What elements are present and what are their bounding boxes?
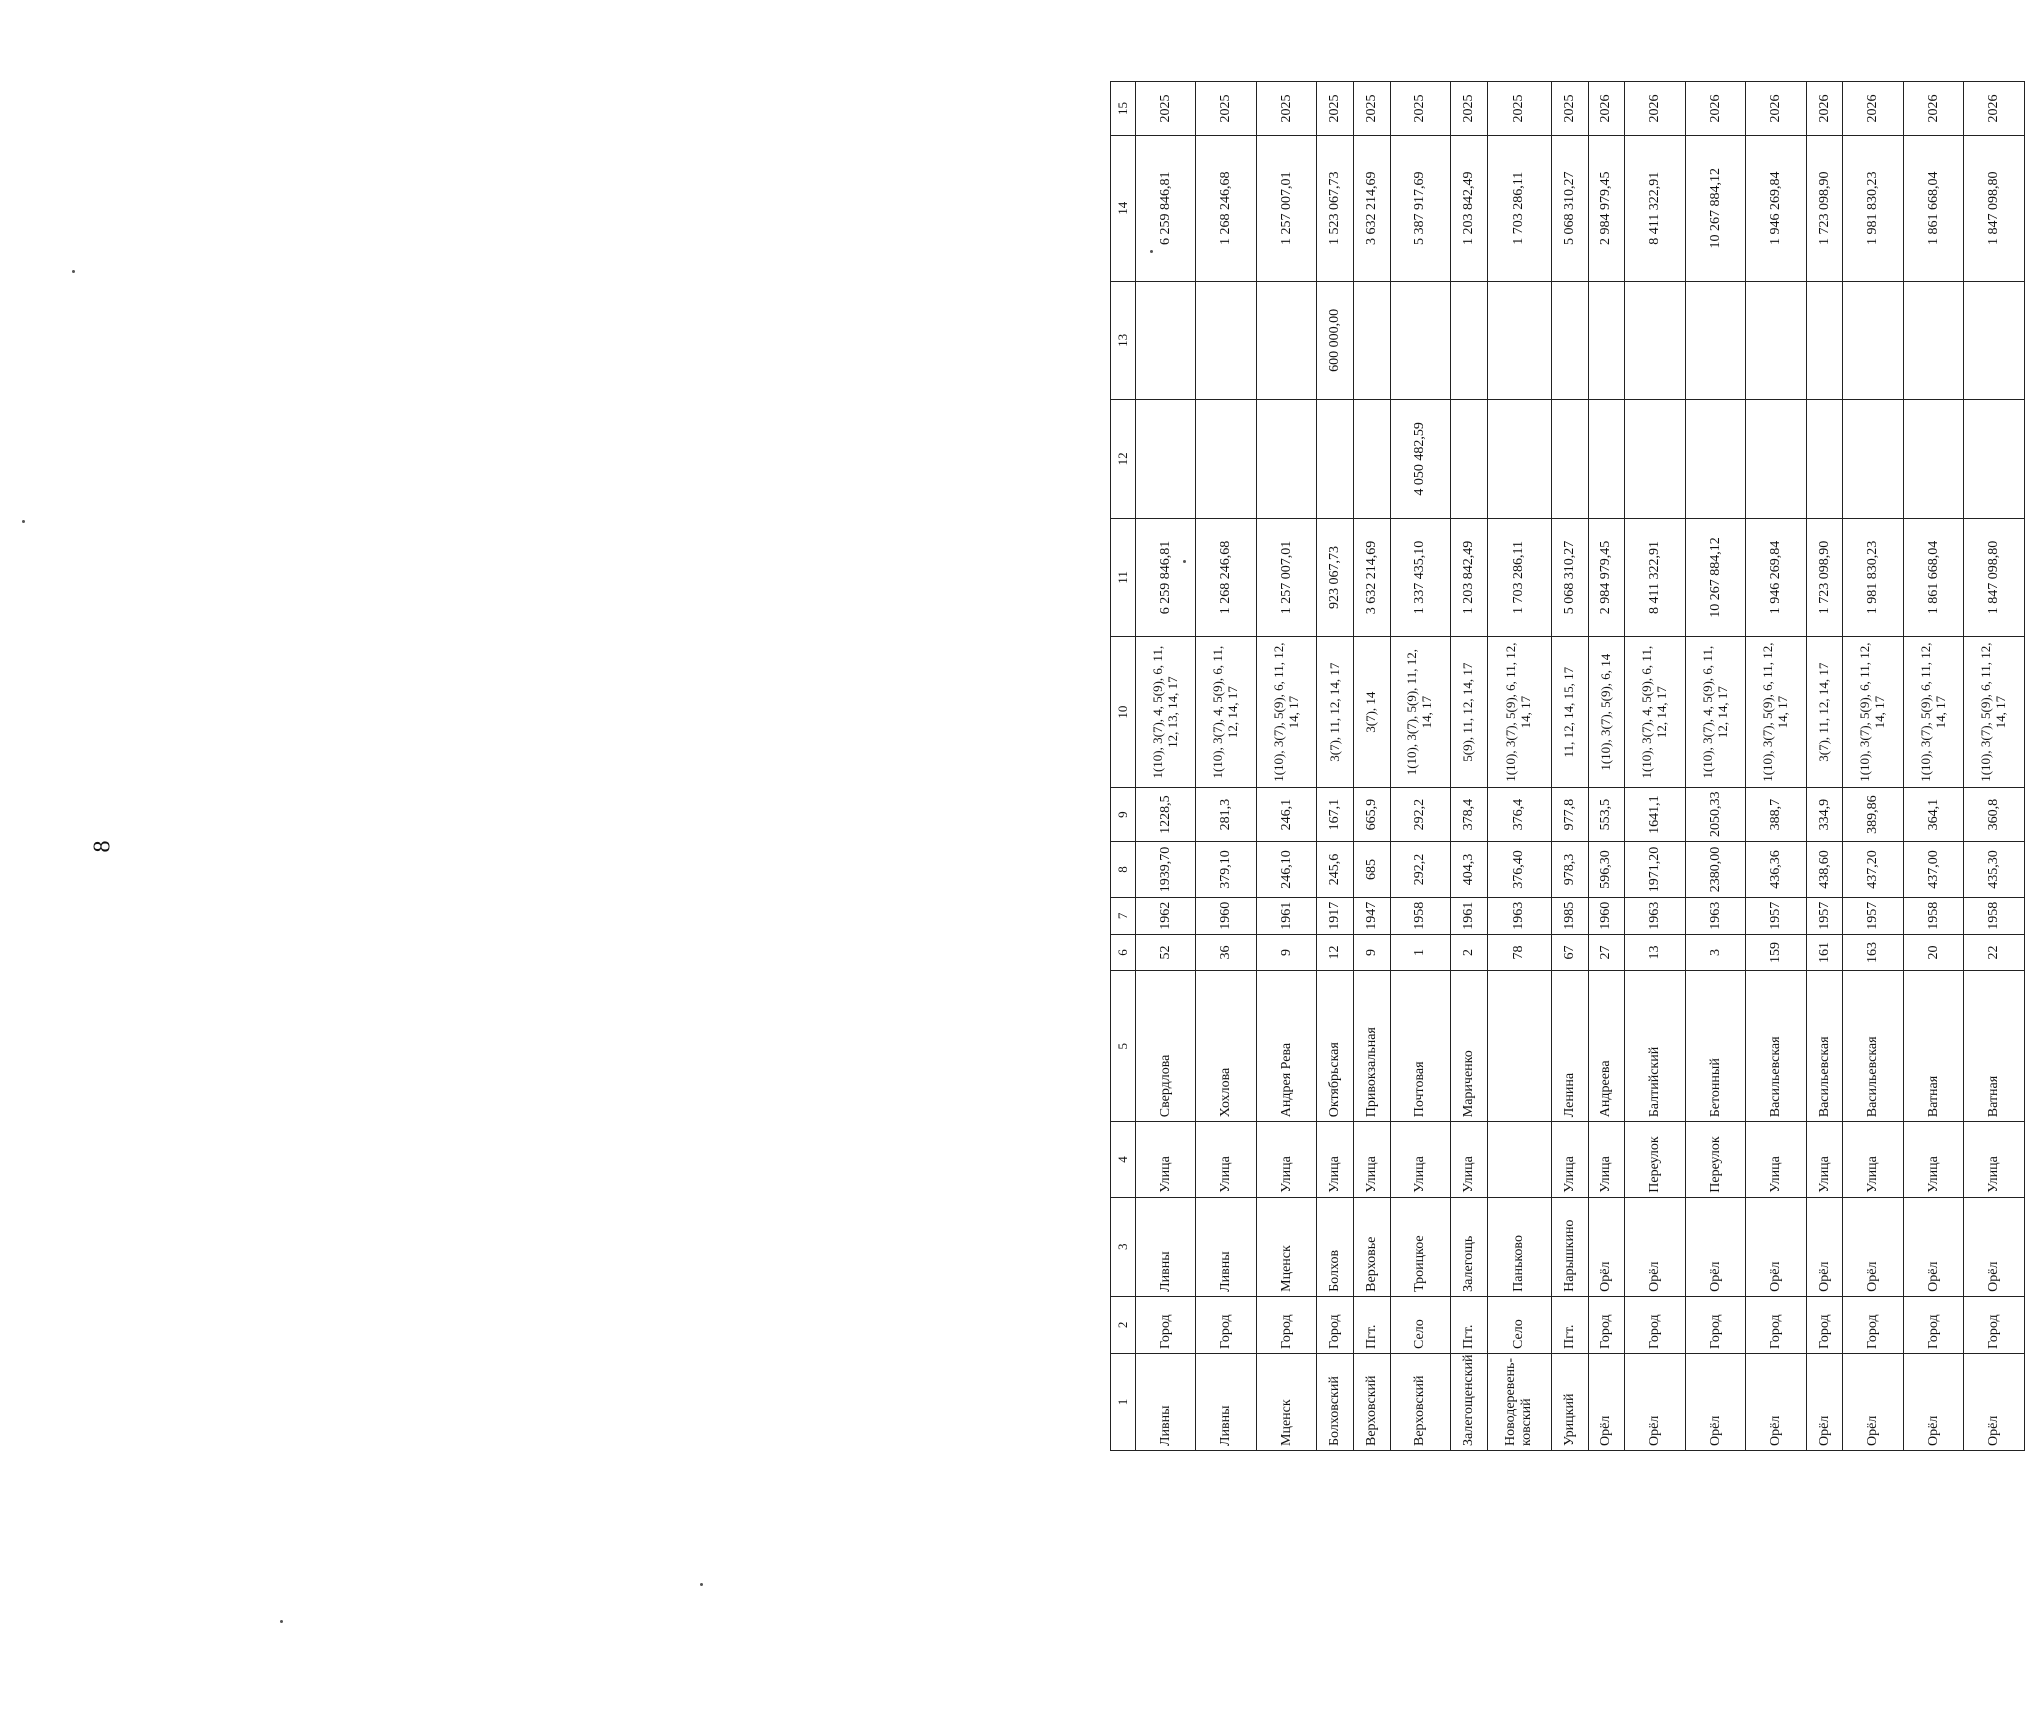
table-cell-col-14: 1 861 668,04 — [1903, 136, 1963, 282]
table-cell-col-1: Ливны — [1136, 1353, 1196, 1450]
table-row — [1136, 82, 1196, 1451]
table-cell-col-7: 1960 — [1196, 898, 1256, 935]
header-row — [1111, 82, 1136, 1451]
table-cell-col-4: Улица — [1843, 1122, 1903, 1197]
table-cell-col-9: 167,1 — [1317, 788, 1354, 842]
table-cell-col-12 — [1964, 400, 2025, 519]
table-cell-col-3: Залегощь — [1451, 1197, 1488, 1296]
table-cell-col-5: Ватная — [1964, 971, 2025, 1122]
table-row — [1746, 82, 1806, 1451]
table-cell-col-4: Улица — [1588, 1122, 1625, 1197]
table-cell-col-2: Пгт. — [1451, 1296, 1488, 1353]
table-cell-col-14: 1 847 098,80 — [1964, 136, 2025, 282]
table-cell-col-5: Ватная — [1903, 971, 1963, 1122]
table-cell-col-1: Новодеревень-ковский — [1487, 1353, 1552, 1450]
table-cell-col-11: 1 257 007,01 — [1256, 518, 1316, 637]
table-cell-col-6: 27 — [1588, 934, 1625, 971]
table-cell-col-2: Город — [1903, 1296, 1963, 1353]
column-header: 9 — [1111, 788, 1136, 842]
table-cell-col-7: 1963 — [1487, 898, 1552, 935]
table-cell-col-10: 3(7), 14 — [1354, 637, 1391, 788]
table-cell-col-7: 1957 — [1746, 898, 1806, 935]
column-header: 8 — [1111, 842, 1136, 898]
table-cell-col-7: 1962 — [1136, 898, 1196, 935]
table-cell-col-1: Орёл — [1806, 1353, 1843, 1450]
table-cell-col-6: 22 — [1964, 934, 2025, 971]
table-cell-col-10: 11, 12, 14, 15, 17 — [1552, 637, 1589, 788]
scan-speck — [22, 520, 25, 523]
table-row — [1196, 82, 1256, 1451]
table-cell-col-14: 8 411 322,91 — [1625, 136, 1685, 282]
table-cell-col-15: 2025 — [1487, 82, 1552, 136]
table-cell-col-1: Орёл — [1964, 1353, 2025, 1450]
table-row — [1903, 82, 1963, 1451]
table-cell-col-4: Улица — [1390, 1122, 1450, 1197]
table-row — [1317, 82, 1354, 1451]
table-cell-col-8: 437,00 — [1903, 842, 1963, 898]
table-cell-col-9: 665,9 — [1354, 788, 1391, 842]
table-cell-col-10: 1(10), 3(7), 5(9), 6, 11, 12, 14, 17 — [1964, 637, 2025, 788]
table-cell-col-6: 12 — [1317, 934, 1354, 971]
table-cell-col-11: 3 632 214,69 — [1354, 518, 1391, 637]
table-cell-col-7: 1963 — [1625, 898, 1685, 935]
table-cell-col-10: 3(7), 11, 12, 14, 17 — [1806, 637, 1843, 788]
table-cell-col-9: 389,86 — [1843, 788, 1903, 842]
table-cell-col-8: 376,40 — [1487, 842, 1552, 898]
table-cell-col-2: Село — [1390, 1296, 1450, 1353]
scan-speck — [1150, 250, 1153, 253]
table-cell-col-6: 20 — [1903, 934, 1963, 971]
table-cell-col-3: Ливны — [1196, 1197, 1256, 1296]
table-cell-col-14: 1 203 842,49 — [1451, 136, 1488, 282]
table-cell-col-6: 2 — [1451, 934, 1488, 971]
table-cell-col-12 — [1451, 400, 1488, 519]
table-cell-col-15: 2026 — [1903, 82, 1963, 136]
table-cell-col-1: Залегощенский — [1451, 1353, 1488, 1450]
table-cell-col-8: 379,10 — [1196, 842, 1256, 898]
table-cell-col-8: 2380,00 — [1685, 842, 1745, 898]
table-cell-col-7: 1961 — [1451, 898, 1488, 935]
table-cell-col-11: 8 411 322,91 — [1625, 518, 1685, 637]
table-cell-col-15: 2026 — [1806, 82, 1843, 136]
table-cell-col-5: Васильевская — [1843, 971, 1903, 1122]
table-cell-col-14: 2 984 979,45 — [1588, 136, 1625, 282]
table-cell-col-15: 2026 — [1843, 82, 1903, 136]
table-row — [1487, 82, 1552, 1451]
table-cell-col-3: Нарышкино — [1552, 1197, 1589, 1296]
table-cell-col-15: 2025 — [1390, 82, 1450, 136]
table-cell-col-10: 1(10), 3(7), 5(9), 6, 11, 12, 14, 17 — [1746, 637, 1806, 788]
table-cell-col-5: Андрея Рева — [1256, 971, 1316, 1122]
column-header: 11 — [1111, 518, 1136, 637]
table-cell-col-9: 281,3 — [1196, 788, 1256, 842]
table-cell-col-5: Балтийский — [1625, 971, 1685, 1122]
table-cell-col-3: Мценск — [1256, 1197, 1316, 1296]
table-cell-col-13 — [1964, 281, 2025, 400]
table-cell-col-13 — [1487, 281, 1552, 400]
page-number: 8 — [89, 840, 116, 853]
table-cell-col-14: 3 632 214,69 — [1354, 136, 1391, 282]
table-cell-col-5 — [1487, 971, 1552, 1122]
table-cell-col-11: 2 984 979,45 — [1588, 518, 1625, 637]
table-cell-col-9: 378,4 — [1451, 788, 1488, 842]
table-cell-col-2: Город — [1625, 1296, 1685, 1353]
table-cell-col-14: 1 523 067,73 — [1317, 136, 1354, 282]
table-cell-col-13 — [1806, 281, 1843, 400]
table-cell-col-9: 360,8 — [1964, 788, 2025, 842]
column-header: 7 — [1111, 898, 1136, 935]
table-cell-col-2: Город — [1196, 1296, 1256, 1353]
table-cell-col-1: Орёл — [1746, 1353, 1806, 1450]
table-cell-col-11: 6 259 846,81 — [1136, 518, 1196, 637]
table-cell-col-9: 1641,1 — [1625, 788, 1685, 842]
column-header: 10 — [1111, 637, 1136, 788]
table-cell-col-15: 2025 — [1552, 82, 1589, 136]
table-cell-col-6: 78 — [1487, 934, 1552, 971]
table-cell-col-3: Орёл — [1746, 1197, 1806, 1296]
table-cell-col-9: 334,9 — [1806, 788, 1843, 842]
table-cell-col-7: 1961 — [1256, 898, 1316, 935]
table-cell-col-12 — [1354, 400, 1391, 519]
table-cell-col-13 — [1256, 281, 1316, 400]
table-cell-col-4: Переулок — [1625, 1122, 1685, 1197]
table-cell-col-6: 52 — [1136, 934, 1196, 971]
table-cell-col-10: 1(10), 3(7), 5(9), 6, 14 — [1588, 637, 1625, 788]
table-cell-col-14: 1 946 269,84 — [1746, 136, 1806, 282]
table-cell-col-2: Город — [1685, 1296, 1745, 1353]
registry-table — [1110, 81, 2025, 1451]
table-cell-col-15: 2025 — [1451, 82, 1488, 136]
table-cell-col-15: 2025 — [1317, 82, 1354, 136]
table-cell-col-8: 292,2 — [1390, 842, 1450, 898]
table-cell-col-10: 1(10), 3(7), 4, 5(9), 6, 11, 12, 13, 14, 17 — [1136, 637, 1196, 788]
table-cell-col-11: 1 723 098,90 — [1806, 518, 1843, 637]
table-cell-col-2: Город — [1746, 1296, 1806, 1353]
table-cell-col-7: 1957 — [1806, 898, 1843, 935]
table-cell-col-5: Ленина — [1552, 971, 1589, 1122]
table-cell-col-10: 1(10), 3(7), 4, 5(9), 6, 11, 12, 14, 17 — [1625, 637, 1685, 788]
table-cell-col-6: 9 — [1354, 934, 1391, 971]
table-cell-col-6: 1 — [1390, 934, 1450, 971]
table-cell-col-11: 1 268 246,68 — [1196, 518, 1256, 637]
table-row — [1390, 82, 1450, 1451]
table-cell-col-9: 553,5 — [1588, 788, 1625, 842]
table-cell-col-4: Улица — [1256, 1122, 1316, 1197]
table-cell-col-13 — [1390, 281, 1450, 400]
table-cell-col-13 — [1746, 281, 1806, 400]
table-cell-col-12 — [1487, 400, 1552, 519]
table-cell-col-3: Троицкое — [1390, 1197, 1450, 1296]
table-cell-col-3: Орёл — [1625, 1197, 1685, 1296]
table-cell-col-13 — [1588, 281, 1625, 400]
table-cell-col-6: 9 — [1256, 934, 1316, 971]
table-cell-col-7: 1963 — [1685, 898, 1745, 935]
table-cell-col-13 — [1843, 281, 1903, 400]
column-header: 14 — [1111, 136, 1136, 282]
table-cell-col-1: Орёл — [1843, 1353, 1903, 1450]
table-cell-col-12 — [1806, 400, 1843, 519]
table-cell-col-5: Почтовая — [1390, 971, 1450, 1122]
column-header: 6 — [1111, 934, 1136, 971]
table-cell-col-5: Октябрьская — [1317, 971, 1354, 1122]
table-cell-col-3: Паньково — [1487, 1197, 1552, 1296]
table-cell-col-2: Город — [1317, 1296, 1354, 1353]
table-row — [1843, 82, 1903, 1451]
table-cell-col-7: 1947 — [1354, 898, 1391, 935]
column-header: 15 — [1111, 82, 1136, 136]
table-cell-col-1: Болховский — [1317, 1353, 1354, 1450]
table-cell-col-1: Урицкий — [1552, 1353, 1589, 1450]
table-cell-col-4: Улица — [1552, 1122, 1589, 1197]
table-cell-col-4: Улица — [1451, 1122, 1488, 1197]
table-cell-col-1: Верховский — [1390, 1353, 1450, 1450]
table-cell-col-4 — [1487, 1122, 1552, 1197]
table-cell-col-8: 435,30 — [1964, 842, 2025, 898]
table-cell-col-2: Село — [1487, 1296, 1552, 1353]
table-cell-col-10: 5(9), 11, 12, 14, 17 — [1451, 637, 1488, 788]
table-cell-col-12 — [1903, 400, 1963, 519]
table-cell-col-1: Орёл — [1588, 1353, 1625, 1450]
table-cell-col-2: Город — [1843, 1296, 1903, 1353]
scan-speck — [280, 1620, 283, 1623]
table-cell-col-11: 923 067,73 — [1317, 518, 1354, 637]
table-cell-col-6: 3 — [1685, 934, 1745, 971]
table-cell-col-7: 1957 — [1843, 898, 1903, 935]
table-cell-col-15: 2026 — [1685, 82, 1745, 136]
table-cell-col-6: 67 — [1552, 934, 1589, 971]
table-cell-col-12 — [1136, 400, 1196, 519]
column-header: 13 — [1111, 281, 1136, 400]
table-cell-col-8: 245,6 — [1317, 842, 1354, 898]
table-cell-col-9: 364,1 — [1903, 788, 1963, 842]
table-cell-col-9: 376,4 — [1487, 788, 1552, 842]
table-cell-col-3: Орёл — [1806, 1197, 1843, 1296]
table-cell-col-8: 978,3 — [1552, 842, 1589, 898]
table-cell-col-10: 1(10), 3(7), 5(9), 6, 11, 12, 14, 17 — [1256, 637, 1316, 788]
table-cell-col-5: Хохлова — [1196, 971, 1256, 1122]
table-cell-col-5: Мариченко — [1451, 971, 1488, 1122]
table-cell-col-12 — [1746, 400, 1806, 519]
table-cell-col-13 — [1685, 281, 1745, 400]
table-cell-col-8: 596,30 — [1588, 842, 1625, 898]
table-cell-col-2: Пгт. — [1552, 1296, 1589, 1353]
table-cell-col-4: Улица — [1136, 1122, 1196, 1197]
table-cell-col-3: Орёл — [1843, 1197, 1903, 1296]
table-cell-col-7: 1958 — [1390, 898, 1450, 935]
table-cell-col-12 — [1196, 400, 1256, 519]
table-cell-col-5: Васильевская — [1806, 971, 1843, 1122]
table-cell-col-15: 2026 — [1964, 82, 2025, 136]
table-cell-col-13: 600 000,00 — [1317, 281, 1354, 400]
table-cell-col-8: 437,20 — [1843, 842, 1903, 898]
table-row — [1552, 82, 1589, 1451]
table-cell-col-8: 685 — [1354, 842, 1391, 898]
table-cell-col-9: 292,2 — [1390, 788, 1450, 842]
table-cell-col-6: 163 — [1843, 934, 1903, 971]
table-row — [1685, 82, 1745, 1451]
table-cell-col-6: 159 — [1746, 934, 1806, 971]
column-header: 5 — [1111, 971, 1136, 1122]
table-cell-col-11: 1 703 286,11 — [1487, 518, 1552, 637]
table-cell-col-4: Улица — [1354, 1122, 1391, 1197]
table-cell-col-8: 438,60 — [1806, 842, 1843, 898]
table-cell-col-11: 1 203 842,49 — [1451, 518, 1488, 637]
table-cell-col-13 — [1903, 281, 1963, 400]
table-cell-col-3: Орёл — [1964, 1197, 2025, 1296]
table-cell-col-8: 1939,70 — [1136, 842, 1196, 898]
table-cell-col-2: Пгт. — [1354, 1296, 1391, 1353]
table-row — [1625, 82, 1685, 1451]
table-cell-col-14: 10 267 884,12 — [1685, 136, 1745, 282]
table-cell-col-4: Улица — [1746, 1122, 1806, 1197]
table-cell-col-8: 404,3 — [1451, 842, 1488, 898]
table-cell-col-13 — [1196, 281, 1256, 400]
table-cell-col-12 — [1256, 400, 1316, 519]
table-cell-col-4: Улица — [1196, 1122, 1256, 1197]
table-cell-col-13 — [1354, 281, 1391, 400]
table-cell-col-11: 1 337 435,10 — [1390, 518, 1450, 637]
table-cell-col-5: Привокзальная — [1354, 971, 1391, 1122]
table-cell-col-7: 1985 — [1552, 898, 1589, 935]
table-cell-col-3: Ливны — [1136, 1197, 1196, 1296]
table-cell-col-11: 1 946 269,84 — [1746, 518, 1806, 637]
table-cell-col-5: Васильевская — [1746, 971, 1806, 1122]
table-cell-col-2: Город — [1806, 1296, 1843, 1353]
table-cell-col-12 — [1625, 400, 1685, 519]
table-cell-col-12 — [1317, 400, 1354, 519]
column-header: 12 — [1111, 400, 1136, 519]
table-cell-col-14: 5 387 917,69 — [1390, 136, 1450, 282]
table-cell-col-11: 1 861 668,04 — [1903, 518, 1963, 637]
table-cell-col-1: Орёл — [1903, 1353, 1963, 1450]
table-cell-col-7: 1960 — [1588, 898, 1625, 935]
table-cell-col-14: 1 268 246,68 — [1196, 136, 1256, 282]
scan-speck — [72, 270, 75, 273]
table-row — [1354, 82, 1391, 1451]
column-header: 4 — [1111, 1122, 1136, 1197]
column-header: 3 — [1111, 1197, 1136, 1296]
table-cell-col-14: 6 259 846,81 — [1136, 136, 1196, 282]
table-row — [1451, 82, 1488, 1451]
table-cell-col-6: 161 — [1806, 934, 1843, 971]
table-cell-col-10: 1(10), 3(7), 5(9), 11, 12, 14, 17 — [1390, 637, 1450, 788]
table-cell-col-12 — [1685, 400, 1745, 519]
table-cell-col-3: Болхов — [1317, 1197, 1354, 1296]
table-cell-col-15: 2025 — [1196, 82, 1256, 136]
table-cell-col-12 — [1552, 400, 1589, 519]
table-cell-col-13 — [1552, 281, 1589, 400]
table-cell-col-15: 2026 — [1588, 82, 1625, 136]
table-cell-col-1: Орёл — [1685, 1353, 1745, 1450]
table-cell-col-9: 388,7 — [1746, 788, 1806, 842]
table-cell-col-7: 1958 — [1903, 898, 1963, 935]
table-row — [1256, 82, 1316, 1451]
table-cell-col-10: 1(10), 3(7), 5(9), 6, 11, 12, 14, 17 — [1487, 637, 1552, 788]
table-cell-col-14: 1 703 286,11 — [1487, 136, 1552, 282]
table-cell-col-8: 436,36 — [1746, 842, 1806, 898]
table-cell-col-13 — [1625, 281, 1685, 400]
table-cell-col-6: 13 — [1625, 934, 1685, 971]
table-cell-col-15: 2026 — [1625, 82, 1685, 136]
table-row — [1806, 82, 1843, 1451]
table-cell-col-11: 5 068 310,27 — [1552, 518, 1589, 637]
table-cell-col-12 — [1843, 400, 1903, 519]
table-cell-col-3: Орёл — [1685, 1197, 1745, 1296]
table-cell-col-11: 1 981 830,23 — [1843, 518, 1903, 637]
table-cell-col-3: Орёл — [1588, 1197, 1625, 1296]
table-cell-col-1: Орёл — [1625, 1353, 1685, 1450]
table-cell-col-2: Город — [1588, 1296, 1625, 1353]
registry-table-rotated — [1110, 81, 2025, 1451]
table-cell-col-6: 36 — [1196, 934, 1256, 971]
table-cell-col-4: Улица — [1903, 1122, 1963, 1197]
table-row — [1588, 82, 1625, 1451]
table-cell-col-7: 1917 — [1317, 898, 1354, 935]
table-cell-col-4: Переулок — [1685, 1122, 1745, 1197]
table-cell-col-10: 1(10), 3(7), 5(9), 6, 11, 12, 14, 17 — [1843, 637, 1903, 788]
column-header: 1 — [1111, 1353, 1136, 1450]
table-cell-col-15: 2025 — [1136, 82, 1196, 136]
scan-speck — [1183, 560, 1186, 563]
table-row — [1964, 82, 2025, 1451]
table-cell-col-5: Андреева — [1588, 971, 1625, 1122]
table-cell-col-1: Верховский — [1354, 1353, 1391, 1450]
column-header: 2 — [1111, 1296, 1136, 1353]
table-cell-col-12 — [1588, 400, 1625, 519]
table-cell-col-8: 246,10 — [1256, 842, 1316, 898]
table-cell-col-14: 5 068 310,27 — [1552, 136, 1589, 282]
table-cell-col-3: Верховье — [1354, 1197, 1391, 1296]
table-cell-col-7: 1958 — [1964, 898, 2025, 935]
table-cell-col-11: 10 267 884,12 — [1685, 518, 1745, 637]
table-cell-col-8: 1971,20 — [1625, 842, 1685, 898]
table-cell-col-5: Свердлова — [1136, 971, 1196, 1122]
table-cell-col-9: 2050,33 — [1685, 788, 1745, 842]
table-cell-col-1: Ливны — [1196, 1353, 1256, 1450]
table-cell-col-15: 2025 — [1256, 82, 1316, 136]
table-cell-col-5: Бетонный — [1685, 971, 1745, 1122]
table-cell-col-12: 4 050 482,59 — [1390, 400, 1450, 519]
table-cell-col-4: Улица — [1964, 1122, 2025, 1197]
table-cell-col-2: Город — [1256, 1296, 1316, 1353]
table-cell-col-9: 246,1 — [1256, 788, 1316, 842]
table-cell-col-4: Улица — [1317, 1122, 1354, 1197]
table-cell-col-10: 1(10), 3(7), 4, 5(9), 6, 11, 12, 14, 17 — [1196, 637, 1256, 788]
table-cell-col-14: 1 981 830,23 — [1843, 136, 1903, 282]
table-cell-col-11: 1 847 098,80 — [1964, 518, 2025, 637]
table-cell-col-10: 3(7), 11, 12, 14, 17 — [1317, 637, 1354, 788]
table-cell-col-10: 1(10), 3(7), 5(9), 6, 11, 12, 14, 17 — [1903, 637, 1963, 788]
table-cell-col-15: 2026 — [1746, 82, 1806, 136]
table-cell-col-13 — [1136, 281, 1196, 400]
table-cell-col-2: Город — [1136, 1296, 1196, 1353]
table-cell-col-2: Город — [1964, 1296, 2025, 1353]
table-cell-col-1: Мценск — [1256, 1353, 1316, 1450]
table-cell-col-9: 977,8 — [1552, 788, 1589, 842]
table-cell-col-14: 1 723 098,90 — [1806, 136, 1843, 282]
table-cell-col-14: 1 257 007,01 — [1256, 136, 1316, 282]
table-cell-col-9: 1228,5 — [1136, 788, 1196, 842]
table-cell-col-13 — [1451, 281, 1488, 400]
scan-speck — [700, 1583, 703, 1586]
table-cell-col-4: Улица — [1806, 1122, 1843, 1197]
table-cell-col-15: 2025 — [1354, 82, 1391, 136]
table-cell-col-10: 1(10), 3(7), 4, 5(9), 6, 11, 12, 14, 17 — [1685, 637, 1745, 788]
table-body — [1136, 82, 2025, 1451]
table-cell-col-3: Орёл — [1903, 1197, 1963, 1296]
